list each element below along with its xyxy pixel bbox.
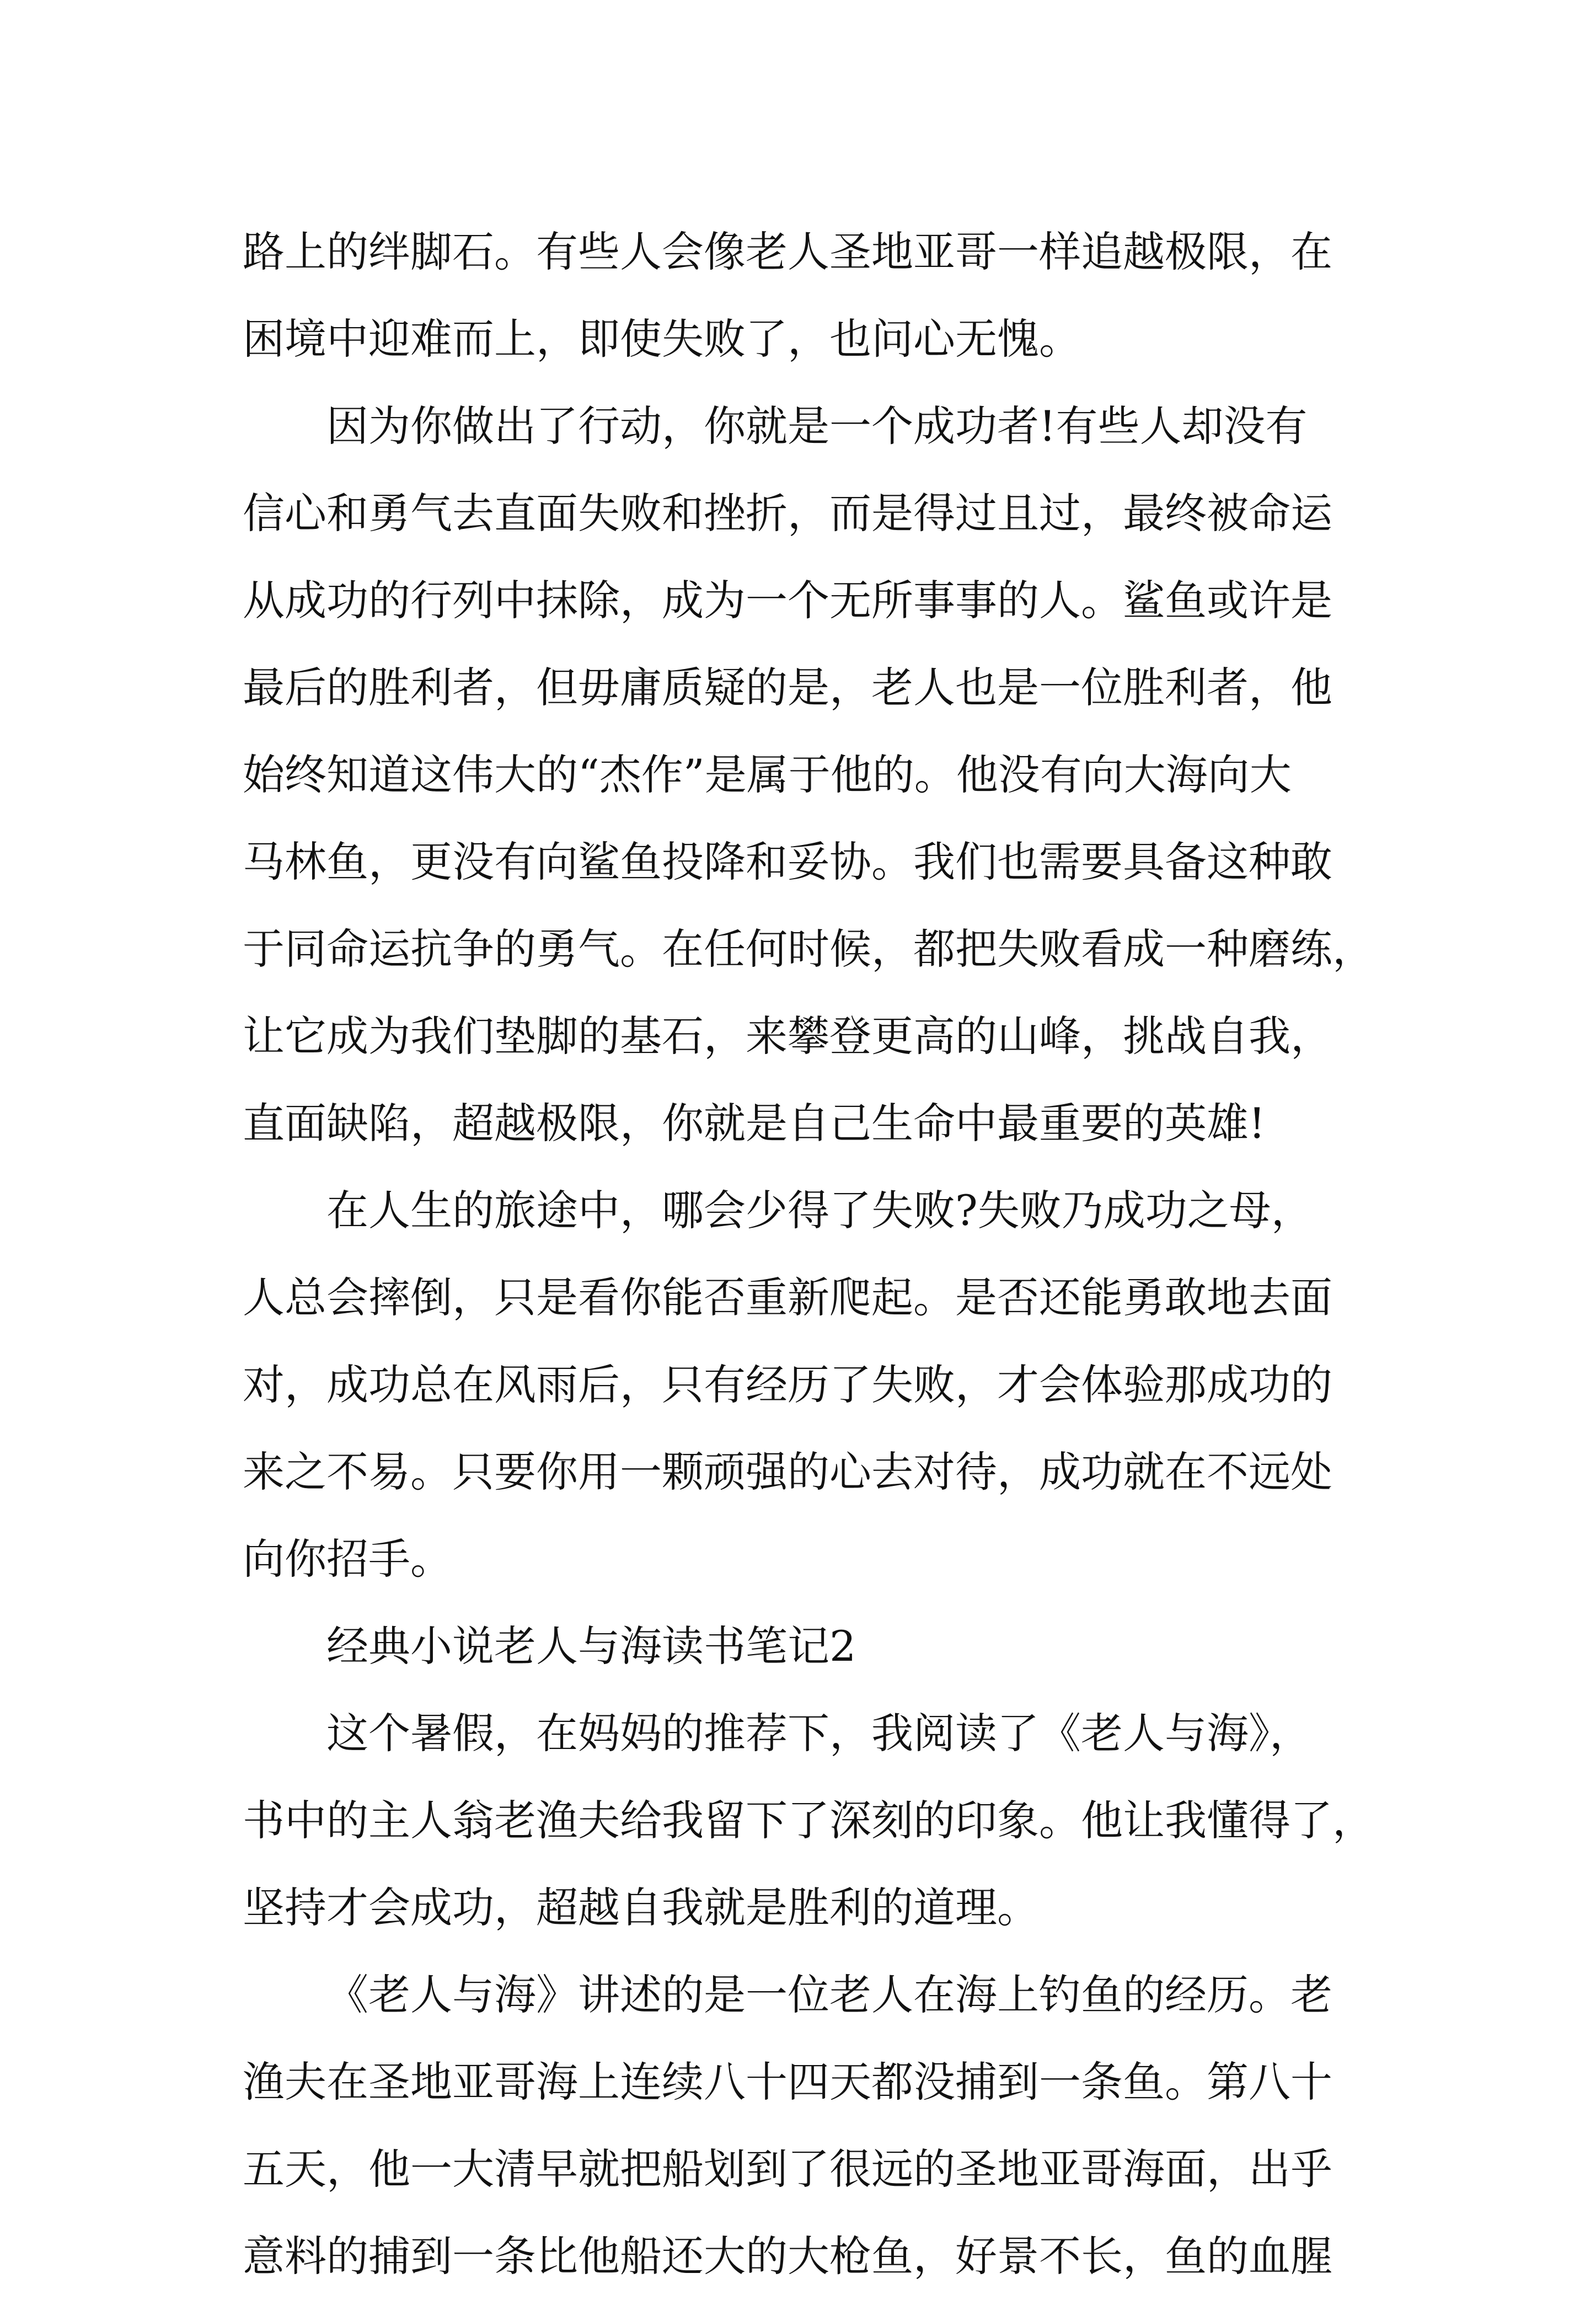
text-line: 《老人与海》讲述的是一位老人在海上钓鱼的经历。老 xyxy=(326,1970,1332,2019)
text-line: 人总会摔倒，只是看你能否重新爬起。是否还能勇敢地去面 xyxy=(243,1273,1332,1322)
text-line: 直面缺陷，超越极限，你就是自己生命中最重要的英雄! xyxy=(243,1099,1266,1148)
text-line: 坚持才会成功，超越自我就是胜利的道理。 xyxy=(243,1883,1039,1932)
text-line: 让它成为我们垫脚的基石，来攀登更高的山峰，挑战自我， xyxy=(243,1012,1332,1061)
text-line: 马林鱼，更没有向鲨鱼投降和妥协。我们也需要具备这种敢 xyxy=(243,837,1332,886)
text-line: 向你招手。 xyxy=(243,1534,452,1584)
text-line: 对，成功总在风雨后，只有经历了失败，才会体验那成功的 xyxy=(243,1360,1332,1409)
section-heading: 经典小说老人与海读书笔记2 xyxy=(326,1622,856,1671)
text-line: 五天，他一大清早就把船划到了很远的圣地亚哥海面，出乎 xyxy=(243,2144,1332,2194)
text-line: 在人生的旅途中，哪会少得了失败?失败乃成功之母， xyxy=(326,1186,1313,1235)
text-line: 最后的胜利者，但毋庸质疑的是，老人也是一位胜利者，他 xyxy=(243,663,1332,712)
text-line: 这个暑假，在妈妈的推荐下，我阅读了《老人与海》， xyxy=(326,1709,1311,1758)
text-line: 从成功的行列中抹除，成为一个无所事事的人。鲨鱼或许是 xyxy=(243,576,1332,625)
text-line: 始终知道这伟大的“杰作”是属于他的。他没有向大海向大 xyxy=(243,750,1292,799)
document-body xyxy=(243,208,1374,2300)
text-line: 路上的绊脚石。有些人会像老人圣地亚哥一样追越极限，在 xyxy=(243,227,1332,276)
text-line: 因为你做出了行动，你就是一个成功者!有些人却没有 xyxy=(326,402,1308,451)
text-line: 于同命运抗争的勇气。在任何时候，都把失败看成一种磨练， xyxy=(243,924,1374,974)
text-line: 渔夫在圣地亚哥海上连续八十四天都没捕到一条鱼。第八十 xyxy=(243,2057,1332,2106)
text-line: 困境中迎难而上，即使失败了，也问心无愧。 xyxy=(243,314,1081,363)
text-line: 书中的主人翁老渔夫给我留下了深刻的印象。他让我懂得了， xyxy=(243,1796,1374,1845)
text-line: 来之不易。只要你用一颗顽强的心去对待，成功就在不远处 xyxy=(243,1447,1332,1496)
text-line: 信心和勇气去直面失败和挫折，而是得过且过，最终被命运 xyxy=(243,489,1332,538)
text-line: 意料的捕到一条比他船还大的大枪鱼，好景不长，鱼的血腥 xyxy=(243,2232,1332,2281)
